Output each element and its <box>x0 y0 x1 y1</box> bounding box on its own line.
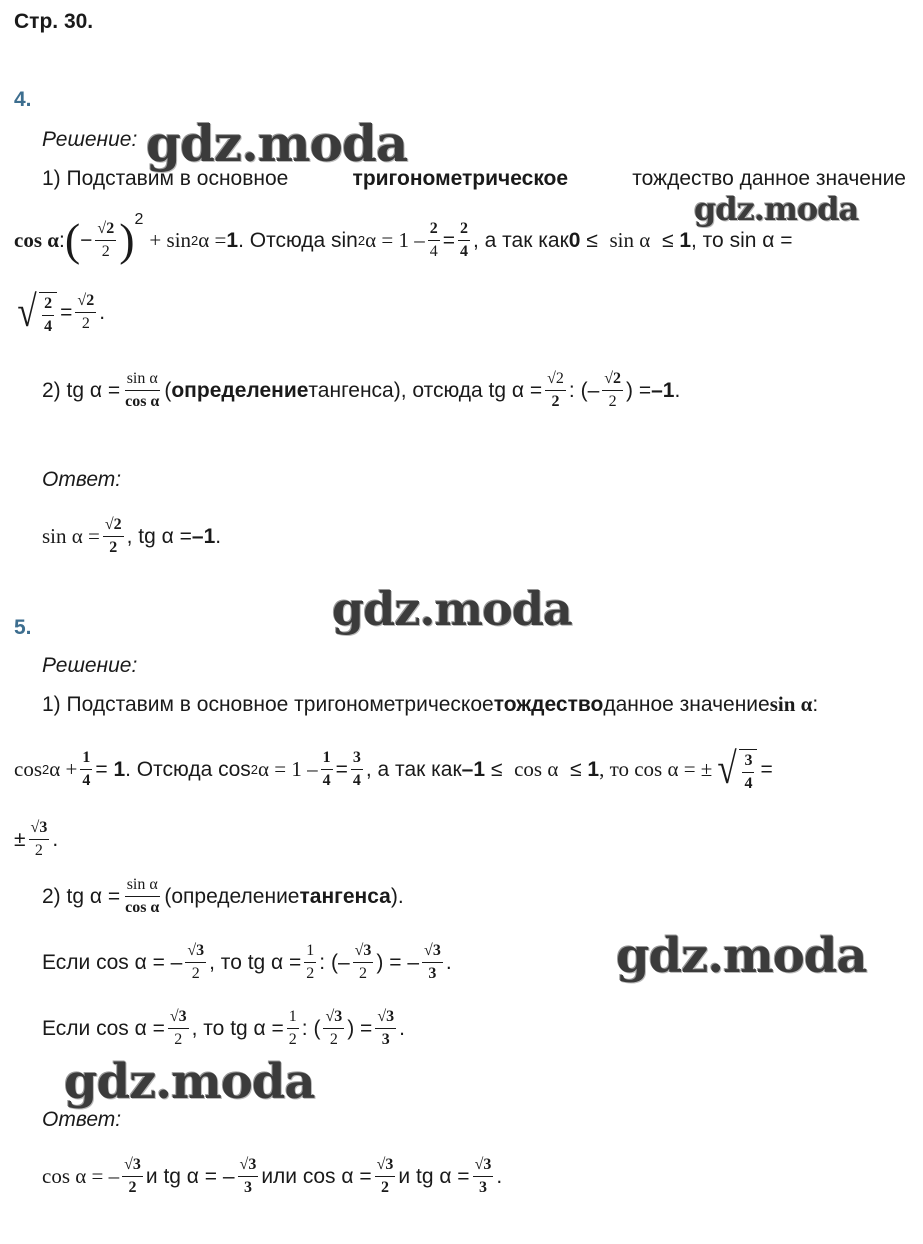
task5-step1-line3: ± $\frac{√3}{2}$ . <box>14 818 59 859</box>
task5-answer: cos α = – $\frac{√3}{2}$ и tg α = – $\frac{√3}{3}$ или cos α = $\frac{√3}{2}$ и tg α = $\frac{√3}{3}$ . <box>42 1155 503 1196</box>
task4-step1-line3: √ $\frac{2}{4}$ = $\frac{√2}{2}$ . <box>17 287 106 336</box>
task5-step2: 2) tg α = $\frac{\text{sin α}}{\text{cos α}}$ (определение тангенса ). <box>42 875 404 916</box>
task-number-4: 4. <box>14 88 32 111</box>
task-number-5: 5. <box>14 616 32 639</box>
task5-step1-line1: 1) Подставим в основное тригонометрическое тождество данное значение sin α : <box>42 692 819 716</box>
task4-step2: 2) tg α = $\frac{\text{sin α}}{\text{cos α}}$ ( определение тангенса), отсюда tg α = $\frac{√2}{2}$ : (– $\frac{√2}{2}$ ) = –1 . <box>42 369 681 410</box>
task5-case1: Если cos α = – $\frac{√3}{2}$ , то tg α = $\frac{1}{2}$ : (– $\frac{√3}{2}$ ) = – $\frac{√3}{3}$ . <box>42 941 452 982</box>
watermark: gdz.moda <box>332 582 572 636</box>
task4-answer: sin α = $\frac{√2}{2}$ , tg α = –1 . <box>42 515 222 556</box>
watermark: gdz.moda <box>616 928 867 984</box>
watermark: gdz.moda <box>146 114 408 173</box>
watermark: gdz.moda <box>64 1054 315 1110</box>
task5-solution-label: Решение: <box>42 654 138 677</box>
task5-case2: Если cos α = $\frac{√3}{2}$ , то tg α = $\frac{1}{2}$ : ( $\frac{√3}{2}$ ) = $\frac{√3}{3}$ . <box>42 1007 405 1048</box>
task4-step1-line2: cos α : ( − $\frac{√2}{2}$ ) $^2$ + sin 2 α = 1 . Отсюда sin 2 α = 1 – $\frac{2}{4}$ = $\frac{2}{4}$ , а так как 0 ≤ sin α ≤ 1 , то sin α = <box>14 211 793 265</box>
task5-step1-line2: cos 2 α + $\frac{1}{4}$ = 1 . Отсюда cos 2 α = 1 – $\frac{1}{4}$ = $\frac{3}{4}$ , а так как –1 ≤ cos α ≤ 1 , то cos α = ± √ $\frac{3}{4}$ = <box>14 744 773 793</box>
task5-answer-label: Ответ: <box>42 1108 122 1131</box>
task4-step1-line1: 1) Подставим в основное тригонометрическое тождество данное значение <box>42 167 906 190</box>
task4-answer-label: Ответ: <box>42 468 122 491</box>
task4-solution-label: Решение: <box>42 128 138 151</box>
watermark: gdz.moda <box>694 190 859 228</box>
page-title: Стр. 30. <box>14 10 94 33</box>
